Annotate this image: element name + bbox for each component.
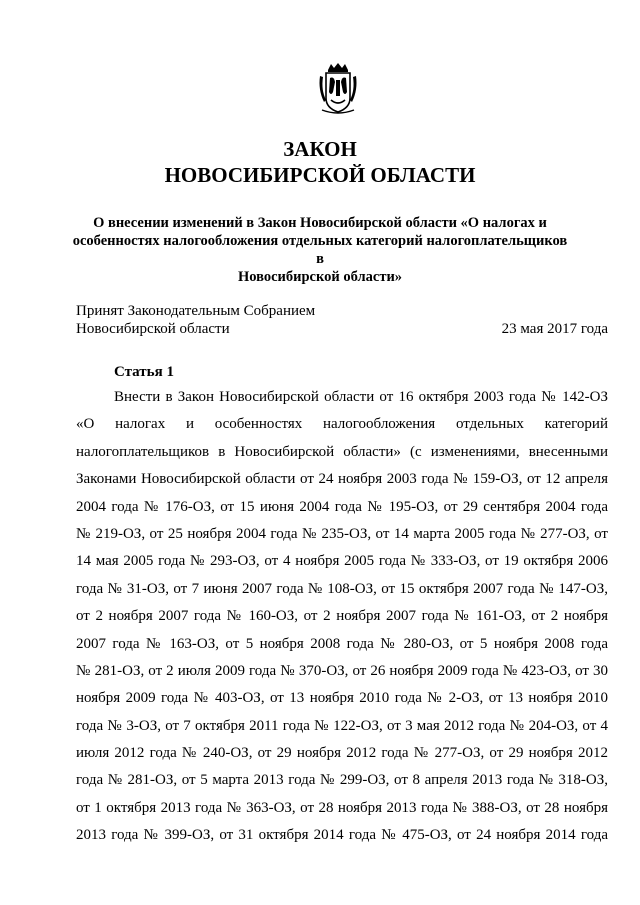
adoption-date: 23 мая 2017 года	[501, 321, 608, 337]
law-title-line2: НОВОСИБИРСКОЙ ОБЛАСТИ	[164, 163, 476, 187]
article-text-line: № 219-ОЗ, от 25 ноября 2004 года № 235-ОЗ, от 14 марта 2005 года № 277-ОЗ, от	[76, 525, 608, 542]
article-text-line: налогоплательщиков в Новосибирской области» (с изменениями, внесенными	[76, 443, 608, 460]
adoption-line: Принят Законодательным Собранием	[76, 303, 316, 319]
adoption-line: Новосибирской области	[76, 321, 230, 337]
article-text-line: от 2 ноября 2007 года № 160-ОЗ, от 2 ноября 2007 года № 161-ОЗ, от 2 ноября	[76, 608, 608, 625]
subtitle-line: Новосибирской области»	[237, 269, 403, 285]
article-body	[76, 388, 608, 854]
law-subtitle	[70, 214, 570, 286]
article-text-line: Внести в Закон Новосибирской области от 16 октября 2003 года № 142-ОЗ	[114, 389, 608, 405]
article-text-line: «О налогах и особенностях налогообложения отдельных категорий	[76, 416, 608, 433]
article-text-line: 2004 года № 176-ОЗ, от 15 июня 2004 года № 195-ОЗ, от 29 сентября 2004 года	[76, 498, 608, 515]
article-text-line: от 1 октября 2013 года № 363-ОЗ, от 28 ноября 2013 года № 388-ОЗ, от 28 ноября	[76, 799, 608, 816]
article-text-line: Законами Новосибирской области от 24 ноября 2003 года № 159-ОЗ, от 12 апреля	[76, 471, 608, 488]
article-text-line: года № 281-ОЗ, от 5 марта 2013 года № 299-ОЗ, от 8 апреля 2013 года № 318-ОЗ,	[76, 772, 608, 789]
article-text-line: 2013 года № 399-ОЗ, от 31 октября 2014 года № 475-ОЗ, от 24 ноября 2014 года	[76, 827, 608, 844]
article-text-line: 2007 года № 163-ОЗ, от 5 ноября 2008 года № 280-ОЗ, от 5 ноября 2008 года	[76, 635, 608, 652]
subtitle-line: особенностях налогообложения отдельных категорий налогоплательщиков в	[72, 233, 568, 267]
article-text-line: ноября 2009 года № 403-ОЗ, от 13 ноября 2010 года № 2-ОЗ, от 13 ноября 2010	[76, 690, 608, 707]
article-text-line: года № 3-ОЗ, от 7 октября 2011 года № 122-ОЗ, от 3 мая 2012 года № 204-ОЗ, от 4	[76, 717, 608, 734]
article-text-line: № 281-ОЗ, от 2 июля 2009 года № 370-ОЗ, от 26 ноября 2009 года № 423-ОЗ, от 30	[76, 662, 608, 679]
article-text-line: июля 2012 года № 240-ОЗ, от 29 ноября 2012 года № 277-ОЗ, от 29 ноября 2012	[76, 745, 608, 762]
article-text-line: года № 31-ОЗ, от 7 июня 2007 года № 108-ОЗ, от 15 октября 2007 года № 147-ОЗ,	[76, 580, 608, 597]
subtitle-line: О внесении изменений в Закон Новосибирской области «О налогах и	[93, 215, 547, 231]
article-heading: Статья 1	[114, 364, 174, 380]
article-text-line: 14 мая 2005 года № 293-ОЗ, от 4 ноября 2005 года № 333-ОЗ, от 19 октября 2006	[76, 553, 608, 570]
coat-of-arms-icon	[316, 62, 360, 116]
law-title-line1: ЗАКОН	[283, 137, 357, 161]
adoption-info	[76, 302, 315, 338]
